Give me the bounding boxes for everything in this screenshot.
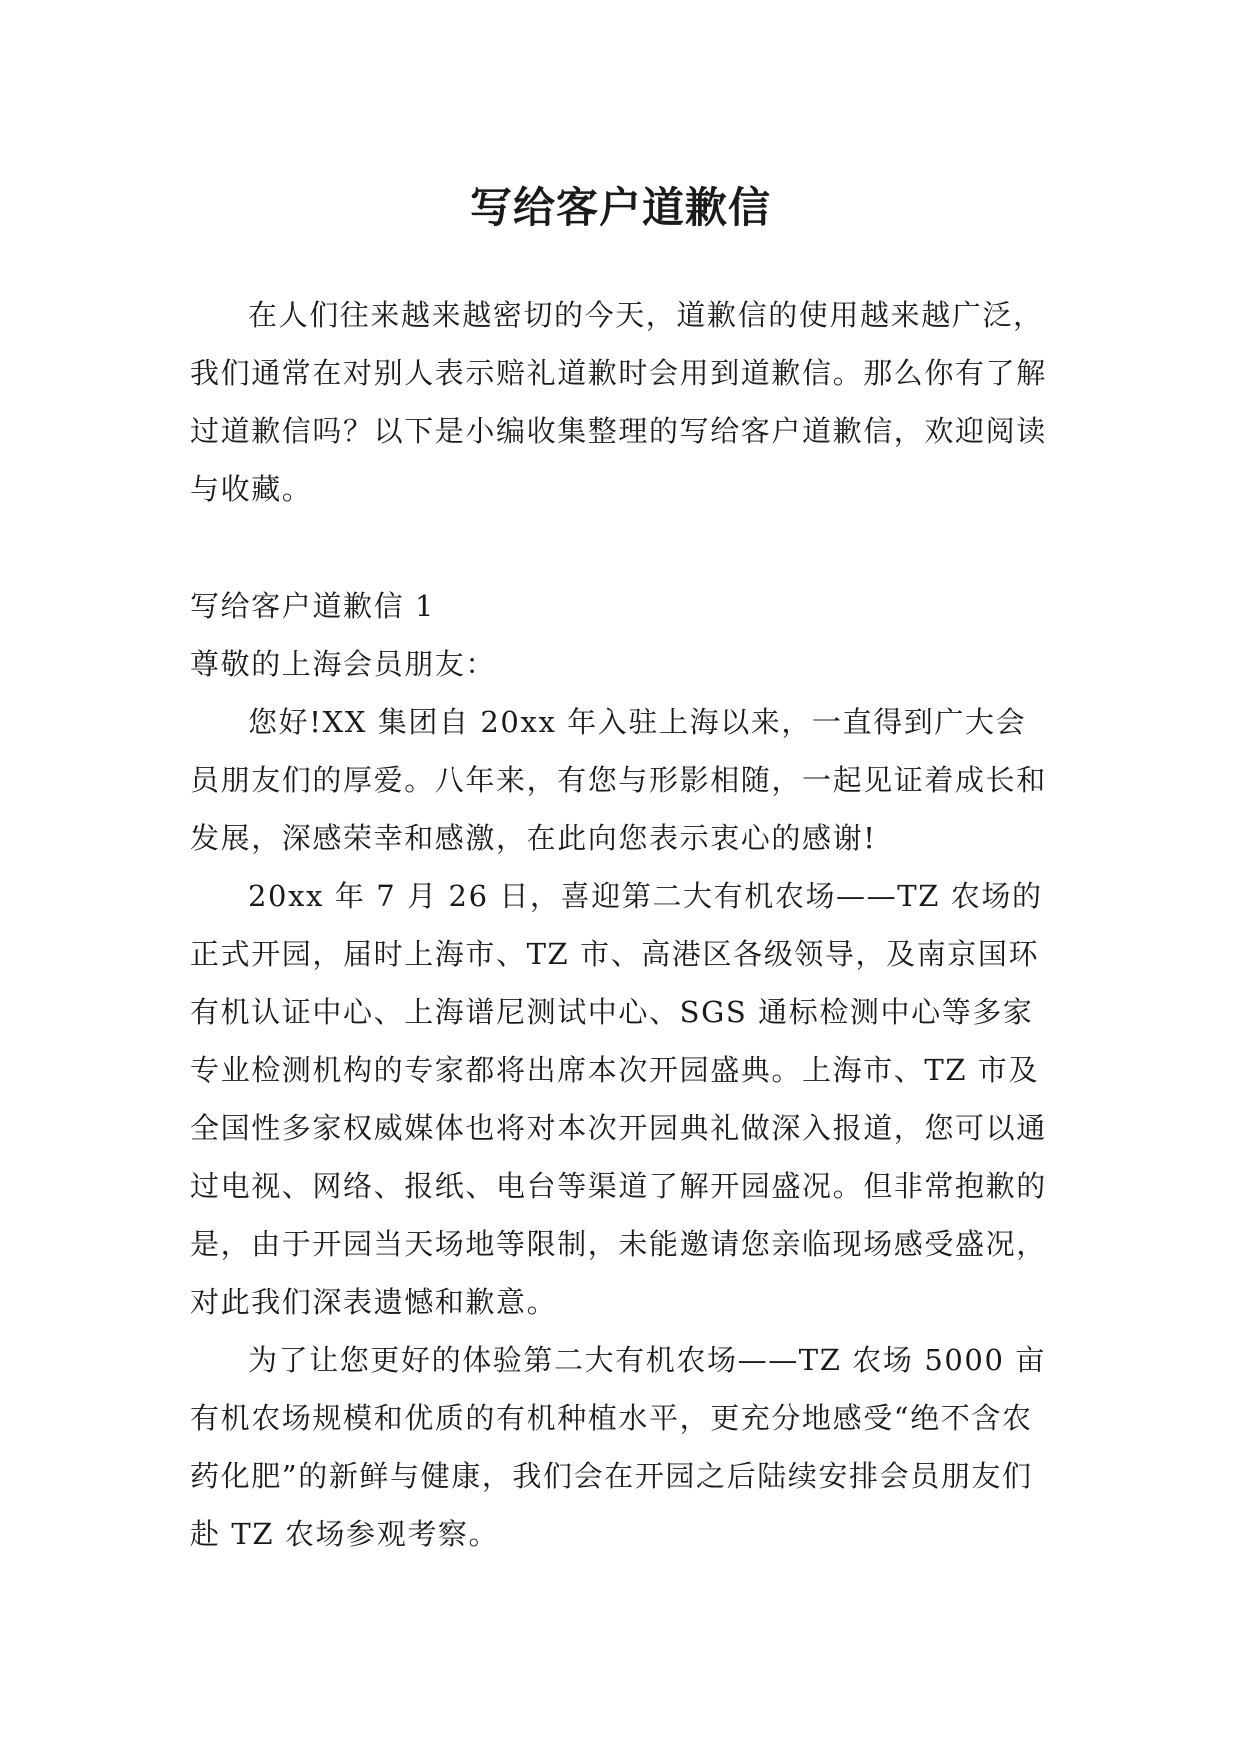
letter-paragraph-1: 您好!XX 集团自 20xx 年入驻上海以来，一直得到广大会员朋友们的厚爱。八年来，有您与形影相随，一起见证着成长和发展，深感荣幸和感激，在此向您表示衷心的感谢! (190, 705, 1047, 855)
intro-paragraph: 在人们往来越来越密切的今天，道歉信的使用越来越广泛，我们通常在对别人表示赔礼道歉时会用到道歉信。那么你有了解过道歉信吗？以下是小编收集整理的写给客户道歉信，欢迎阅读与收藏。 (190, 298, 1047, 506)
letter-paragraph-2: 20xx 年 7 月 26 日，喜迎第二大有机农场——TZ 农场的正式开园，届时上海市、TZ 市、高港区各级领导，及南京国环有机认证中心、上海谱尼测试中心、SGS 通标检测中心等多家专业检测机构的专家都将出席本次开园盛典。上海市、TZ 市及全国性多家权威媒体也将对本次开园典礼做深入报道，您可以通过电视、网络、报纸、电台等渠道了解开园盛况。但非常抱歉的是，由于开园当天场地等限制，未能邀请您亲临现场感受盛况，对此我们深表遗憾和歉意。 (190, 879, 1047, 1319)
document-title: 写给客户道歉信 (469, 183, 771, 233)
intro-section (190, 286, 1052, 518)
letter-section (190, 577, 1052, 1563)
salutation: 尊敬的上海会员朋友： (190, 647, 497, 681)
section-heading: 写给客户道歉信 1 (190, 589, 436, 623)
letter-paragraph-3: 为了让您更好的体验第二大有机农场——TZ 农场 5000 亩有机农场规模和优质的有机种植水平，更充分地感受“绝不含农药化肥”的新鲜与健康，我们会在开园之后陆续安排会员朋友们赴 TZ 农场参观考察。 (190, 1343, 1046, 1551)
